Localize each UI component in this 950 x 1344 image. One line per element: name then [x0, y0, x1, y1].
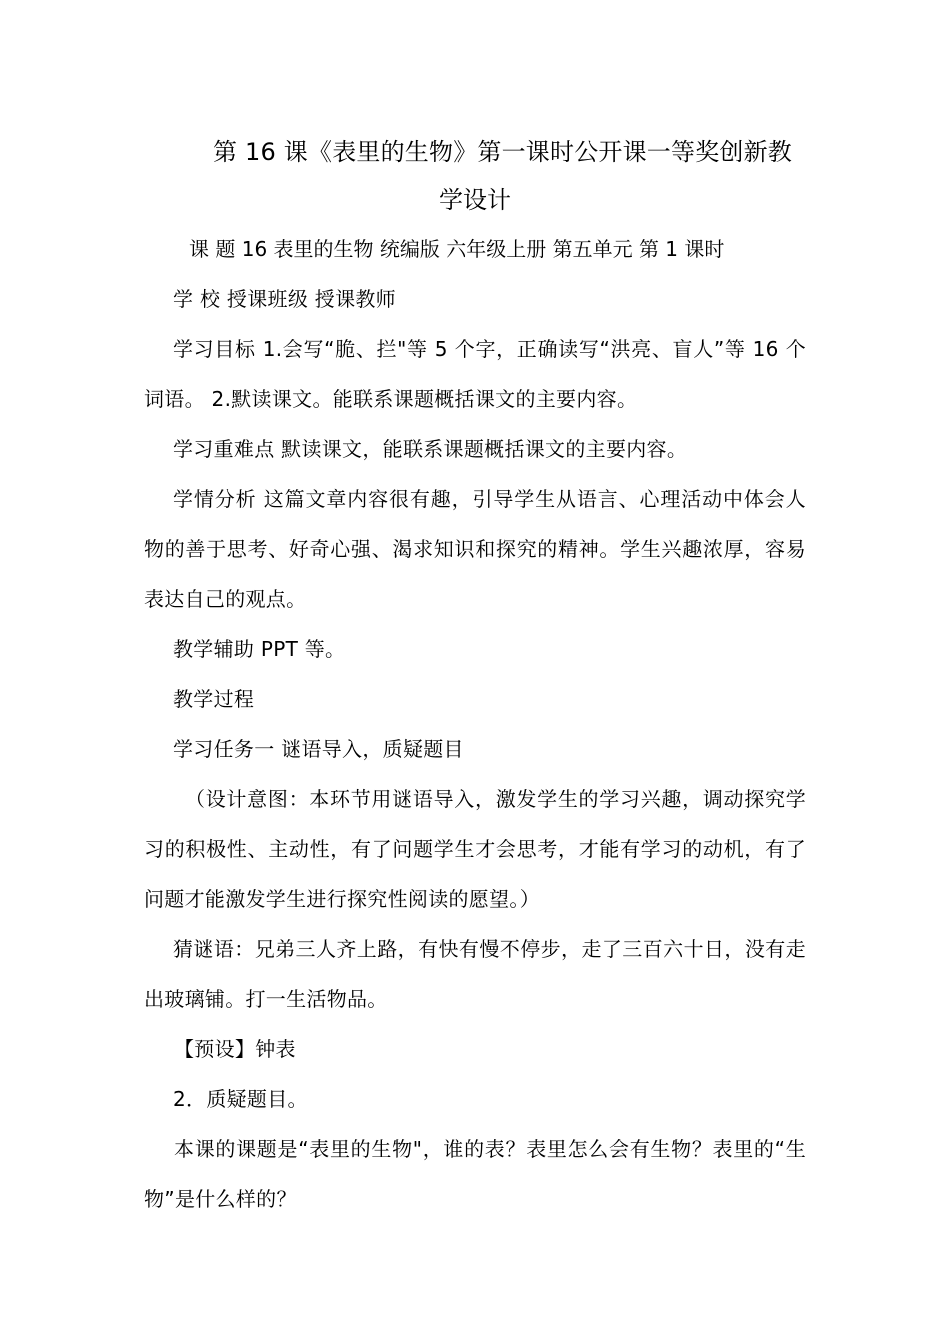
paragraph-design-intent: （设计意图：本环节用谜语导入，激发学生的学习兴趣，调动探究学习的积极性、主动性，有了问题学生才会思考，才能有学习的动机，有了问题才能激发学生进行探究性阅读的愿望。） [144, 787, 806, 911]
document-page [144, 128, 806, 1224]
paragraph-analysis: 学情分析 这篇文章内容很有趣，引导学生从语言、心理活动中体会人物的善于思考、好奇心强、渴求知识和探究的精神。学生兴趣浓厚，容易表达自己的观点。 [144, 487, 806, 611]
paragraph-question-title: 2．质疑题目。 [173, 1087, 308, 1111]
paragraph-aids: 教学辅助 PPT 等。 [173, 637, 346, 661]
paragraph-riddle: 猜谜语：兄弟三人齐上路，有快有慢不停步，走了三百六十日，没有走出玻璃铺。打一生活物品。 [144, 937, 806, 1011]
paragraph-task-one: 学习任务一 谜语导入，质疑题目 [173, 737, 464, 761]
paragraph-title-questions: 本课的课题是“表里的生物"，谁的表？表里怎么会有生物？表里的“生物”是什么样的？ [144, 1137, 806, 1211]
document-title-line1: 第 16 课《表里的生物》第一课时公开课一等奖创新教 [213, 138, 792, 166]
school-info: 学 校 授课班级 授课教师 [173, 287, 396, 311]
paragraph-preset: 【预设】钟表 [174, 1037, 296, 1061]
document-title-line2: 学设计 [439, 186, 511, 214]
course-info: 课 题 16 表里的生物 统编版 六年级上册 第五单元 第 1 课时 [189, 237, 725, 261]
paragraph-key-points: 学习重难点 默读课文，能联系课题概括课文的主要内容。 [173, 437, 688, 461]
paragraph-process: 教学过程 [173, 687, 255, 711]
paragraph-objectives: 学习目标 1.会写“脆、拦"等 5 个字，正确读写“洪亮、盲人”等 16 个词语。 2.默读课文。能联系课题概括课文的主要内容。 [144, 337, 806, 411]
